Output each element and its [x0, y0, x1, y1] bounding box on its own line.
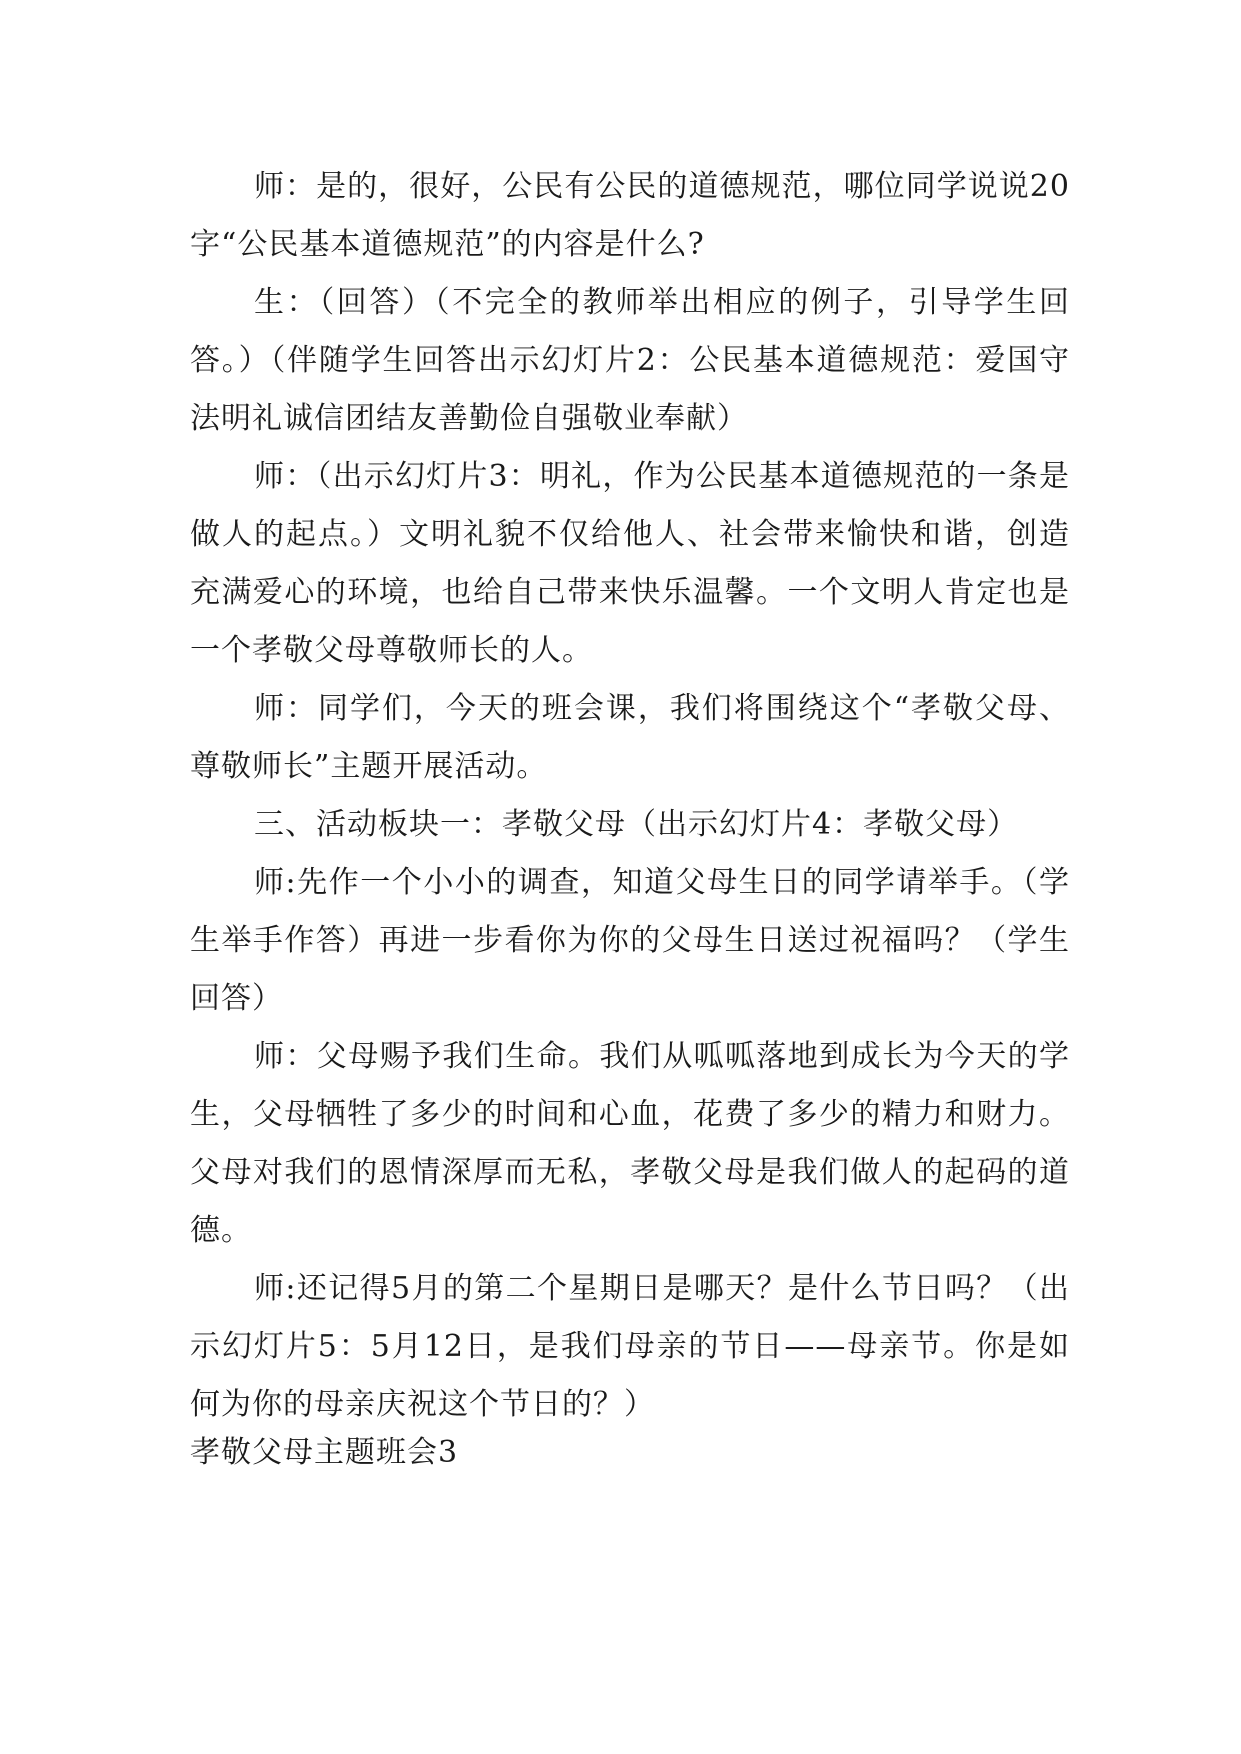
paragraph-8: 师:还记得5月的第二个星期日是哪天？是什么节日吗？（出示幻灯片5：5月12日，是我们母亲的节日——母亲节。你是如何为你的母亲庆祝这个节日的？） — [190, 1271, 1070, 1422]
document-body — [190, 158, 1070, 1434]
paragraph-1: 师：是的，很好，公民有公民的道德规范，哪位同学说说20字“公民基本道德规范”的内容是什么? — [190, 169, 1070, 262]
paragraph-5: 三、活动板块一：孝敬父母（出示幻灯片4：孝敬父母） — [254, 807, 1019, 842]
section-title: 孝敬父母主题班会3 — [190, 1435, 459, 1470]
paragraph-7: 师：父母赐予我们生命。我们从呱呱落地到成长为今天的学生，父母牺牲了多少的时间和心血，花费了多少的精力和财力。父母对我们的恩情深厚而无私，孝敬父母是我们做人的起码的道德。 — [190, 1039, 1070, 1248]
paragraph-6: 师:先作一个小小的调查，知道父母生日的同学请举手。（学生举手作答）再进一步看你为你的父母生日送过祝福吗？（学生回答） — [190, 865, 1070, 1016]
paragraph-3: 师：（出示幻灯片3：明礼，作为公民基本道德规范的一条是做人的起点。）文明礼貌不仅给他人、社会带来愉快和谐，创造充满爱心的环境，也给自己带来快乐温馨。一个文明人肯定也是一个孝敬父母尊敬师长的人。 — [190, 459, 1070, 668]
paragraph-4: 师：同学们，今天的班会课，我们将围绕这个“孝敬父母、尊敬师长”主题开展活动。 — [190, 691, 1070, 784]
paragraph-2: 生：（回答）（不完全的教师举出相应的例子，引导学生回答。）（伴随学生回答出示幻灯片2：公民基本道德规范：爱国守法明礼诚信团结友善勤俭自强敬业奉献） — [190, 285, 1070, 436]
